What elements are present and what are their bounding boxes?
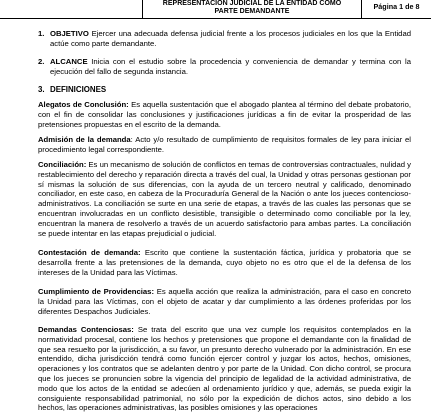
page-number [362, 0, 431, 18]
definition-item [38, 287, 411, 316]
definition-item [38, 160, 411, 238]
definition-term: Cumplimiento de Providencias: [38, 287, 155, 296]
section-alcance [50, 57, 411, 77]
page-current: 1 [399, 2, 404, 11]
definition-text: Es aquella acción que realiza la administración, para el caso en concreto la Unidad para las Víctimas, con el objeto de acatar y dar cumplimiento a las órdenes proferidas por los diferentes Despachos Judiciales. [38, 287, 411, 316]
section-objetivo-term: OBJETIVO [50, 29, 89, 38]
section-objetivo-text: Ejercer una adecuada defensa judicial frente a los procesos judiciales en los que la Entidad actúe como parte demandante. [50, 29, 411, 48]
page-prefix: Página [373, 2, 398, 11]
definition-item [38, 248, 411, 277]
definition-text: Escrito que contiene la sustentación fáctica, jurídica y probatoria que se desarrolla frente a las pretensiones de la demanda, cuyo objeto no es otro que el de la defensa de los intereses de la Unidad para las Víctimas. [38, 248, 411, 277]
section-alcance-term: ALCANCE [50, 57, 88, 66]
section-3-number: 3. [38, 85, 45, 94]
definition-term: Alegatos de Conclusión: [38, 100, 129, 109]
section-objetivo [50, 29, 411, 49]
definition-item [38, 100, 411, 129]
definition-term: Admisión de la demanda [38, 135, 131, 144]
definition-item [38, 135, 411, 155]
header-title [143, 0, 362, 18]
definition-term: Contestación de demanda: [38, 248, 141, 257]
definition-text: Es un mecanismo de solución de conflictos en temas de controversias contractuales, nulidad y restablecimiento del derecho y reparación directa a través del cual, la Unidad y otras personas gestionan por sí mismas la solución de sus diferencias, con la ayuda de un tercero neutral y calificado, denominado conciliador, en este caso, en cabeza de la Procuraduría General de la Nación o ante los jueces contencioso-administrativos. La conciliación se surte en una serie de etapas, a través de las cuales las personas que se encuentran involucradas en un conflicto desistible, transigible o determinado como conciliable por la ley, encuentran la manera de resolverlo a través de un acuerdo satisfactorio para ambas partes. La conciliación se puede intentar en las etapas prejudicial o judicial. [38, 160, 411, 238]
section-2-number: 2. [38, 57, 45, 66]
definition-term: Conciliación: [38, 160, 87, 169]
definition-text: Se trata del escrito que una vez cumple los requisitos contemplados en la normatividad procesal, contiene los hechos y pretensiones que propone el demandante con la finalidad de que sea resuelto por la jurisdicción, a su favor, un presunto derecho vulnerado por la administración. En ese entendido, dicha jurisdicción tendrá como función ejercer control y juzgar los actos, hechos, omisiones, operaciones y los contratos que se adelanten dentro y por parte de la Unidad. Con dicho control, se procura que los jueces se pronuncien sobre la vigencia del principio de legalidad de la actividad administrativa, de modo que los actos de la entidad se adecúen al ordenamiento jurídico y que, además, se pueda exigir la consiguiente responsabilidad patrimonial, no sólo por la expedición de dichos actos, sino debido a los hechos, las operaciones administrativas, las posibles omisiones y las operaciones [38, 325, 411, 413]
page-of: de [405, 2, 414, 11]
header-title-line2: PARTE DEMANDANTE [214, 8, 290, 15]
document-header [0, 0, 431, 19]
section-alcance-text: Inicia con el estudio sobre la procedencia y conveniencia de demandar y termina con la ejecución del fallo de segunda instancia. [50, 57, 411, 76]
header-logo-cell [0, 0, 143, 18]
definition-item [38, 325, 411, 413]
page-total: 8 [415, 2, 420, 11]
definition-term: Demandas Contenciosas: [38, 325, 134, 334]
definition-text: Es aquella sustentación que el abogado plantea al término del debate probatorio, con el fin de consolidar las conclusiones y justificaciones jurídicas a fin de evitar la prosperidad de las pretensiones propuestas en el escrito de la demanda. [38, 100, 411, 129]
header-title-line1: REPRESENTACIÓN JUDICIAL DE LA ENTIDAD COMO [162, 0, 342, 7]
definition-text: : Acto y/o resultado de cumplimiento de requisitos formales de ley para iniciar el procedimiento legal correspondiente. [38, 135, 412, 154]
section-definiciones-title: DEFINICIONES [50, 85, 107, 94]
section-1-number: 1. [38, 29, 45, 38]
